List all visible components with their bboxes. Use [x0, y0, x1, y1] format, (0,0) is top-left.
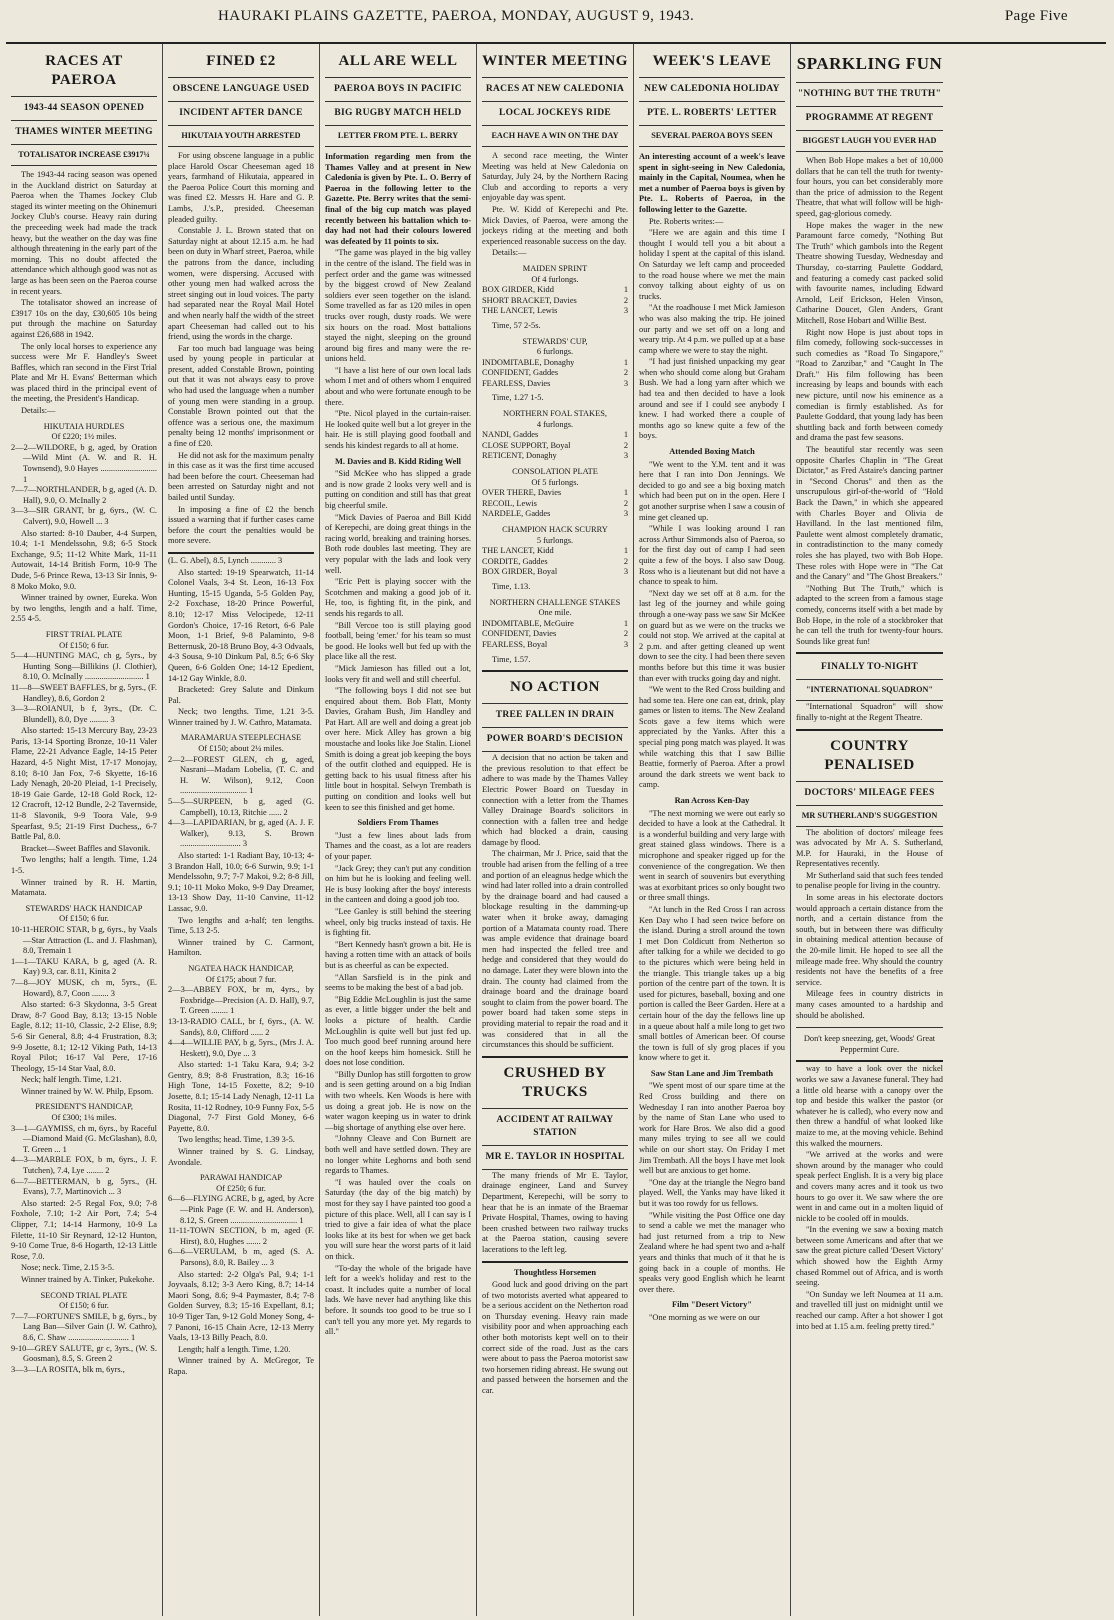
horse-jockey: NANDI, Gaddes [482, 430, 539, 440]
result-row [482, 296, 628, 307]
paragraph: "One day at the triangle the Negro band played. Well, the Yanks may have liked it but it was too rowdy for us fellows. [639, 1177, 785, 1208]
paragraph: "To-day the whole of the brigade have left for a week's holiday and rest to the coast. It includes quite a number of local lads. We have never had anything like this before. It sounds too good to be true so I can't tell you any more yet. My regards to all." [325, 1263, 471, 1337]
paragraph: Pte. Roberts writes:— [649, 216, 724, 226]
paragraph: A second race meeting, the Winter Meeting was held at New Caledonia on Saturday, July 24, by the Northern Racing Club and according to reports a very enjoyable day was spent. [482, 151, 628, 203]
placing: 3 [623, 451, 628, 461]
section-heading: Film "Desert Victory" [672, 1300, 752, 1310]
result-row [482, 451, 628, 462]
headline: SPARKLING FUN [796, 48, 943, 83]
paragraph: "The following boys I did not see but enquired about them. Bob Flatt, Monty Davies, Graham Bush, Jim Handley and Pat Hart. All are well and doing a great job over here. Mick Alley has grown a big moustache and looks like Joe Stalin. Lionel Smith is doing a great job keeping the boys of the outfit clothed and equipped. He is getting back to his usual fitness after his little bout in hospital. Selwyn Trembath is putting on condition and looks well but keen to see this finished and get home. [325, 686, 471, 812]
race-info: Of £250; 6 fur. [216, 1183, 266, 1193]
paragraph: "While visiting the Post Office one day to send a cable we met the manager who had just returned from a trip to New Zealand where he had spent two and a-half years and thinks that much of it that he is going back in a couple of months. He speaks very good English which he learnt over there. [639, 1210, 785, 1294]
winner-note: Winner trained by owner, Eureka. Won by two lengths, length and a half. Time, 2.55 4-5. [11, 593, 157, 624]
race-result: 4—3—MARBLE FOX, b m, 6yrs., J. F. Tutchen), 7.4, Lye ........ 2 [11, 1155, 157, 1176]
race-result: 7—8—JOY MUSK, ch m, 5yrs., (E. Howard), 8.7, Coon ........ 3 [11, 977, 157, 998]
paragraph: For using obscene language in a public place Harold Oscar Cheeseman aged 18 years, farmhand of Hikutaia, appeared in the Paeroa Police Court this morning and was fined £2. Messrs H. Hare and G. P. Lambs, J.'s.P., presided. Cheeseman pleaded guilty. [168, 151, 314, 224]
column-winter-meeting [477, 44, 634, 1616]
paragraph: "The next morning we were out early so decided to have a look at the Cathedral. It is a wonderful building and very large with great stained glass windows. There is a microphone and speaker rigged up for the convenience of the congregation. We then went in search of souvenirs but everything was at exorbitant prices so only bought two or three small things. [639, 808, 785, 903]
column-divider [796, 652, 943, 654]
newspaper-title: HAURAKI PLAINS GAZETTE, PAEROA, MONDAY, AUGUST 9, 1943. [218, 8, 695, 24]
race-name: MARAMARUA STEEPLECHASE [180, 733, 302, 743]
column-sparkling-fun [791, 44, 948, 1616]
paragraph: Right now Hope is just about tops in film comedy, following sock-successes in such comedies as "Road To Singapore," "Road to Zanzibar," and "Caught In The Draft." His film following has been increasing by leaps and bounds with each new picture, until now his eminence as a comedian is firmly established. As for Paulette Goddard, that young lady has been shuttling back and forth between comedy and drama the past few seasons. [796, 327, 943, 443]
also-started: Also started: 1-1 Taku Kara, 9.4; 3-2 Gentry, 8.9; 8-8 Frustration, 8.3; 16-16 High Tone, 14-15 Foxette, 8.2; 9-10 Josette, 8.1; 15-14 Lady Nenagh, 12-11 La Rosita, 11-12 Rodney, 10-9 Funny Fox, 5-5 Diagonal, 7-7 First Gold Money, 6-6 Payette, 8.0. [168, 1060, 314, 1133]
race-result: 1—1—TAKU KARA, b g, aged (A. R. Kay) 9.3, car. 8.11, Kinita 2 [11, 956, 157, 977]
race-result: 7—7—FORTUNE'S SMILE, b g, 6yrs., by Lang Ban—Silver Gain (J. W. Cathro), 8.6, C. Shaw ............................. 1 [11, 1311, 157, 1342]
subheading: OBSCENE LANGUAGE USED [168, 78, 314, 102]
race-name: FIRST TRIAL PLATE [45, 629, 123, 639]
section-heading: M. Davies and B. Kidd Riding Well [335, 456, 461, 466]
race-block [482, 409, 628, 462]
paragraph: "Just a few lines about lads from Thames and the coast, as a lot are readers of your paper. [325, 830, 471, 861]
lead-paragraph: An interesting account of a week's leave spent in sight-seeing in New Caledonia, mainly in the Capital, Noumea, when he met a number of Paeroa boys is given by Pte. L. Roberts of Paeroa, in the following letter to the Gazette. [639, 152, 785, 214]
paragraph: "At lunch in the Red Cross I ran across Ken Day who I had seen twice before on the island. During a stroll around the town I met Don Coldicutt from Netherton so after talking for a while we decided to go to the pictures which were being held in the triangle. This triangle takes up a big portion of the centre part of the town. It is used for pictures, baseball, boxing and one portion is called the Beer Garden. Here at a certain hour of the day the fellows line up in a queue about half a mile long to get two small bottles of American beer. Of course the town is full of sly grog places if you know where to get it. [639, 904, 785, 1063]
subheading: PTE. L. ROBERTS' LETTER [639, 102, 785, 126]
trainer-note: Winner trained by C. Carmont, Hamilton. [168, 937, 314, 958]
paragraph: The chairman, Mr J. Price, said that the trouble had arisen from the felling of a tree and portion of an eleagnus hedge which the wind had later rolled into a drain controlled by the drainage board and had caused a blockage resulting in the damming-up water when it broke away, damaging portion of a Matamata county road. There was ample evidence that drainage board men had inspected the felled tree and hedge and considered that they would do no damage. Later they were blown into the drain. The county had claimed from the drainage board and the drainage board sought to claim from the power board. The power board had taken some steps in providing material to repair the road and it was considered that in all the circumstances this should be sufficient. [482, 849, 628, 1050]
subheading: HIKUTAIA YOUTH ARRESTED [168, 126, 314, 147]
subheading: PROGRAMME AT REGENT [796, 107, 943, 131]
also-started: Also started: 6-3 Skydonna, 3-5 Great Draw, 8-7 Good Bay, 8.13; 13-15 Noble Eagle, 8.12; 11-10, Classic, 2-2 Elise, 8.9; 5-6 Sir General, 8.8; 4-4 Frustration, 8.3; 9-9 Josette, 8.1; 12-12 Viking Path, 14-13 Royal Pilot; 16-17 Val Pere, 17-16 Theology, 15-14 Star Vaal, 8.0. [11, 1000, 157, 1073]
placing: 2 [623, 556, 628, 566]
paragraph: Far too much bad language was being used by young people in particular at present, added Constable Brown, pointing out that it was not always easy to prove who had used the language when a number of young men were standing in a group. Constable Brown pointed out that the offence was a serious one, the maximum penalty being 12 months' imprisonment or a fine of £20. [168, 343, 314, 449]
race-result: 3—3—ROIANUI, b f, 3yrs., (Dr. C. Blundell), 8.0, Dye ......... 3 [11, 704, 157, 724]
race-info: Of £150; about 2¼ miles. [198, 744, 284, 754]
notice-heading: FINALLY TO-NIGHT [796, 656, 943, 680]
advertisement: Don't keep sneezing, get, Woods' Great Peppermint Cure. [803, 1034, 936, 1054]
placing: 2 [623, 368, 628, 378]
bracket-note: Bracketed: Grey Salute and Dinkum Pal. [168, 685, 314, 705]
paragraph: In some areas in his electorate doctors would approach a certain distance from the north, and a certain distance from the south, but in between there was difficulty in obtaining medical attention because of the 20-mile limit. He hoped to see all the mileage made free. Why should the country residents not have the benefits of a free service. [796, 893, 943, 987]
race-name: STEWARDS' CUP, [522, 336, 588, 346]
race-name: NORTHERN CHALLENGE STAKES [489, 597, 621, 607]
paragraph: "While I was looking around I ran across Arthur Simmonds also of Paeroa, so for the first day out of camp I had seen quite a few of the boys. I also saw Doug. Ross who is a lieutenant but did not have a chance to speak to him. [639, 524, 785, 587]
result-row [482, 441, 628, 452]
result-row [482, 379, 628, 390]
paragraph: "At the roadhouse I met Mick Jamieson who was also making the trip. He joined our party and we set off on a long and weary trip. At 4 p.m. we pulled up at a base camp where we were to stay the night. [639, 303, 785, 355]
paragraph: Details:— [492, 248, 527, 258]
race-result: 3—3—LA ROSITA, blk m, 6yrs., [11, 1364, 125, 1374]
race-name: CHAMPION HACK SCURRY [502, 525, 608, 534]
column-divider [482, 670, 628, 672]
paragraph: The beautiful star recently was seen opposite Charles Chaplin in "The Great Dictator," as Fred Astaire's dancing partner in "Second Chorus" and then as the unscrupulous girl-of-the-world of "Hold Back the Dawn," in which she appeared with Charles Boyer and Olivia de Havilland. In the last mentioned film, Paulette went almost completely dramatic, in contradistinction to the many comedy roles she has played, two with Bob Hope. These roles with Hope were in "The Cat and the Canary" and "The Ghost Breakers." [796, 445, 943, 582]
horse-jockey: CLOSE SUPPORT, Boyal [482, 440, 571, 450]
paragraph: "Johnny Cleave and Con Burnett are both well and have settled down. They are no longer white Leghorns and both send regards to Thames. [325, 1134, 471, 1176]
race-result: 9-10—GREY SALUTE, gr c, 3yrs., (W. S. Goosman), 8.5, S. Green 2 [11, 1343, 157, 1364]
result-row [482, 306, 628, 317]
race-result: 2—2—WILDORE, b g, aged, by Oration—Wild Mint (A. W. and R. H. Townsend), 9.0 Hayes ........................... 1 [11, 442, 157, 484]
race-time: Time, 1.57. [492, 654, 531, 664]
race-result: 7—7—NORTHLANDER, b g, aged (A. D. Hall), 9.0, O. McInally 2 [11, 485, 157, 505]
placing: 1 [623, 488, 628, 498]
subheading: "NOTHING BUT THE TRUTH" [796, 83, 943, 107]
race-time: Time, 1.13. [492, 581, 531, 591]
section-heading: Soldiers From Thames [357, 818, 439, 828]
also-started: Also started: 19-19 Spearwatch, 11-14 Colonel Vaals, 3-4 St. Leon, 16-13 Fox Hunting, 15-15 Uganda, 5-5 Golden Pay, 2-2 Foxchase, 18-20 Prince Powerful, 8.10; 12-17 Miss Velocipede, 12-11 Gordon's Choice, 17-16 Retort, 6-6 Pale Moon, 1-1 Brief, 9-8 Palaminto, 9-8 Betternusk, 20-18 Bruno Boy, 4-3 Odvaals, 4-3 Sousa, 9-10 Dinkum Pal, 8.5; 6-6 Sky Queen, 6-6 Golden One; 14-12 Epedient, 14-12 Gay Winkle, 8.0. [168, 567, 314, 683]
column-fined [163, 44, 320, 1616]
race-heading [11, 1102, 157, 1123]
paragraph: "I was hauled over the coals on Saturday (the day of the big match) by most for they say I have painted too good a picture of this place. Well, all I can say is I tried to give a fair idea of what the place looks like at its best for when we get back you will sure hear the worst parts of it laid on thick. [325, 1177, 471, 1261]
race-result: 5—4—HUNTING MAC, ch g, 5yrs., by Hunting Song—Billikins (J. Clothier), 8.10, O. McInally ............................ 1 [11, 651, 157, 682]
race-info: Of £175; about 7 fur. [205, 974, 277, 984]
also-started: Also started: 8-10 Dauber, 4-4 Surpen, 10.4; 1-1 Mendelssohn, 9.8; 6-5 Stock Exchange, 9.5; 11-12 White Mark, 11-11 Autowait, 14-14 British Form, 10-9 The Dude, 5-6 Prince Rewa, 13-13 Sir Innis, 9-8 Moko Moko, 9.0. [11, 528, 157, 591]
winner-note: Two lengths; half a length. Time, 1.24 1-5. [11, 855, 157, 875]
paragraph: When Bob Hope makes a bet of 10,000 dollars that he can tell the truth for twenty-four hours, you can bet considerably more than the price of admission to the Regent Theatre, that what will follow will be high-speed, gag-glorious comedy. [796, 156, 943, 218]
headline: WINTER MEETING [482, 48, 628, 78]
winner-note: Neck; two lengths. Time, 1.21 3-5. Winner trained by J. W. Cathro, Matamata. [168, 707, 314, 727]
race-name: STEWARDS' HACK HANDICAP [25, 903, 143, 913]
paragraph: In imposing a fine of £2 the bench issued a warning that if further cases came before the court the penalties would be more severe. [168, 504, 314, 546]
result-row [482, 567, 628, 578]
race-heading [11, 422, 157, 443]
horse-jockey: FEARLESS, Davies [482, 378, 551, 388]
subheading: THAMES WINTER MEETING [11, 121, 157, 145]
placing: 3 [623, 306, 628, 316]
race-heading [482, 467, 628, 488]
paragraph: "Here we are again and this time I thought I would tell you a bit about a holiday I spent at the capital of this island. On Saturday we left camp and proceeded to the road house where we met the main convoy talking about eighty of us on trucks. [639, 228, 785, 301]
article-columns [6, 42, 1106, 1616]
column-all-are-well [320, 44, 477, 1616]
subheading: TOTALISATOR INCREASE £3917¼ [11, 145, 157, 166]
race-info: Of 4 furlongs. [531, 274, 579, 284]
race-heading [482, 409, 628, 430]
paragraph: "Bill Vercoe too is still playing good football, being 'emer.' for his team so must be good. He looks well but fed up with the place like all the rest. [325, 620, 471, 662]
race-heading [11, 630, 157, 651]
race-result: 5—5—SURPEEN, b g, aged (G. Campbell), 10.13, Ritchie ...... 2 [168, 797, 314, 817]
horse-jockey: SHORT BRACKET, Davies [482, 295, 577, 305]
notice-subheading: "INTERNATIONAL SQUADRON" [796, 680, 943, 701]
race-heading [168, 733, 314, 754]
race-result: (L. G. Abel), 8.5, Lynch ............ 3 [168, 555, 283, 565]
winner-note: Length; half a length. Time, 1.20. [178, 1344, 291, 1354]
paragraph: "Big Eddie McLoughlin is just the same as ever, a little bigger under the belt and looks a picture of health. Cardie McLoughlin is quite well but just fed up. Too much good beef running around here on the hoof keeps him homesick. Still he does not lose condition. [325, 994, 471, 1068]
subheading: ACCIDENT AT RAILWAY STATION [482, 1109, 628, 1146]
paragraph: way to have a look over the nickel works we saw a Javanese funeral. They had a little old hearse with a canopy over the top and beside this walker the pastor (or whatever he is called), who every now and then threw a handful of what looked like maize to me, at the moving vehicle. Behind this walked the mourners. [796, 1064, 943, 1148]
paragraph: "We spent most of our spare time at the Red Cross building and there on Wednesday I ran into another Paeroa boy by the name of Stan Lane who used to work for Hare Bros. We also did a good many miles trying to see all we could while on our short stay. On Friday I met Jim Trembath. All the boys I have met look well but are anxious to get home. [639, 1081, 785, 1176]
result-row [482, 509, 628, 520]
race-heading [482, 337, 628, 358]
race-name: NORTHERN FOAL STAKES, [503, 409, 607, 419]
paragraph: "Mick Davies of Paeroa and Bill Kidd of Kerepechi, are doing great things in the racing world, breaking and training horses. Both rode doubles last meeting. They are very popular with the lads and look very well. [325, 512, 471, 575]
result-row [482, 368, 628, 379]
placing: 1 [623, 430, 628, 440]
paragraph: The totalisator showed an increase of £3917 10s on the day, £30,605 10s being put through the machine on Saturday against £26,688 in 1942. [11, 298, 157, 339]
headline: NO ACTION [482, 674, 628, 704]
paragraph: "I have a list here of our own local lads whom I met and of others whom I enquired about and who were fortunate enough to be there. [325, 365, 471, 407]
race-name: CONSOLATION PLATE [512, 467, 598, 477]
paragraph: "Jack Grey; they can't put any condition on him but he is looking and feeling well. He is busy looking after the boys' interests in the canteen and doing a good job too. [325, 863, 471, 905]
lead-paragraph: Information regarding men from the Thames Valley and at present in New Caledonia is given by Pte. L. O. Berry of Paeroa in the following letter to the Gazette. Pte. Berry writes that the semi-final of the big cup match was played recently between his battalion which to-day had not had their colours lowered was defeated by 11 points to six. [325, 152, 471, 246]
race-heading [11, 904, 157, 925]
placing: 2 [623, 498, 628, 508]
race-heading [168, 964, 314, 985]
race-time: Time, 57 2-5s. [492, 320, 541, 330]
paragraph: Hope makes the wager in the new Paramount farce comedy, "Nothing But The Truth" which gambols into the Regent Theatre showing Tuesday, Wednesday and Thursday, co-starring Paulette Goddard, and featuring a comedy cast packed solid with favourite names, including Edward Arnold, Leif Erickson, Helen Vinson, Catharine Doucet, Glen Anders, Grant Mitchell, Rose Hobart and Willie Best. [796, 220, 943, 325]
race-name: SECOND TRIAL PLATE [40, 1290, 128, 1300]
headline: RACES AT PAEROA [11, 48, 157, 97]
horse-jockey: FEARLESS, Boyal [482, 639, 548, 649]
subheading: PAEROA BOYS IN PACIFIC [325, 78, 471, 102]
headline: FINED £2 [168, 48, 314, 78]
result-row [482, 285, 628, 296]
horse-jockey: OVER THERE, Davies [482, 488, 562, 498]
result-row [482, 619, 628, 630]
paragraph: "Nothing But The Truth," which is adapted to the screen from a famous stage comedy, concerns itself with a bet made by Bob Hope, in the role of a stockbroker that he can tell the truth for twenty-four hours. Sounds like great fun! [796, 583, 943, 646]
race-result: 6—7—BETTERMAN, b g, 5yrs., (H. Evans), 7.7, Martinovich ... 3 [11, 1176, 157, 1197]
subheading: 1943-44 SEASON OPENED [11, 97, 157, 121]
placing: 2 [623, 440, 628, 450]
section-heading: Thoughtless Horsemen [513, 1267, 597, 1277]
race-result: 13-13-RADIO CALL, br f, 6yrs., (A. W. Sands), 8.0, Clifford ...... 2 [168, 1016, 314, 1037]
subheading: SEVERAL PAEROA BOYS SEEN [639, 126, 785, 147]
paragraph: Mileage fees in country districts in many cases amounted to a hardship and should be abolished. [796, 989, 943, 1020]
headline: COUNTRY PENALISED [796, 733, 943, 782]
subheading: DOCTORS' MILEAGE FEES [796, 782, 943, 806]
horse-jockey: CONFIDENT, Gaddes [482, 368, 559, 378]
horse-jockey: CONFIDENT, Davies [482, 629, 557, 639]
horse-jockey: THE LANCET, Kidd [482, 546, 554, 556]
paragraph: The many friends of Mr E. Taylor, drainage engineer, Land and Survey Department, Kerepechi, will be sorry to hear that he is an inmate of the Braemar Private Hospital, Thames, owing to having been crushed between two railway trucks at the Paeroa station, causing severe lacerations to the left leg. [482, 1170, 628, 1254]
paragraph: "The game was played in the big valley in the centre of the island. The field was in perfect order and the game was witnessed by the biggest crowd of New Zealand soldiers ever seen together on the island. Some travelled as far as 120 miles in open trucks over rough, dusty roads. We were six hours on the road. Most battalions stayed the night, sleeping on the ground around big fires and many were the re-unions held. [325, 248, 471, 364]
paragraph: The only local horses to experience any success were Mr F. Handley's Sweet Baffles, which ran second in the First Trial Plate and Mr H. Evans' Betterman which was placed third in the principal event of the meeting, the President's Handicap. [11, 341, 157, 404]
race-result: 4—3—LAPIDARIAN, br g, aged (A. J. F. Walker), 9.13, S. Brown ............................. 3 [168, 818, 314, 849]
race-result: 11—8—SWEET BAFFLES, br g, 5yrs., (F. Handley), 8.6, Gordon 2 [11, 682, 157, 703]
placing: 1 [623, 546, 628, 556]
also-started: Also started: 2-2 Olga's Pal, 9.4; 1-1 Joyvaals, 8.12; 3-3 Aero King, 8.7; 14-14 Maori Song, 8.6; 9-4 Paymaster, 8.4; 7-8 Golden Survey, 8.3; 15-16 Expellant, 8.1; 10-9 Tiger Tan, 9-12 Gold Money Song, 4-7 Panoni, 16-15 Chain Acre, 12-13 Merry Vaals, 13-13 Billy Peach, 8.0. [168, 1269, 314, 1343]
trainer-note: Winner trained by W. W. Philp, Epsom. [21, 1086, 154, 1096]
paragraph: "Next day we set off at 8 a.m. for the last leg of the journey and while going through a one-way pass we saw Sir McKee on guard but as we were on the trucks we could not stop. We arrived at the capital at 2 p.m. and after getting cleaned up went down to see the city. I had been there seven months before but this time it was busier than ever with trucks going day and night. [639, 588, 785, 683]
horse-jockey: RETICENT, Donaghy [482, 451, 557, 461]
subheading: INCIDENT AFTER DANCE [168, 102, 314, 126]
paragraph: "Allan Sarsfield is in the pink and seems to be making the best of a bad job. [325, 972, 471, 993]
subheading: MR E. TAYLOR IN HOSPITAL [482, 1146, 628, 1170]
race-info: Of £150; 6 fur. [59, 640, 109, 650]
race-name: HIKUTAIA HURDLES [43, 421, 125, 431]
headline: ALL ARE WELL [325, 48, 471, 78]
paragraph: The abolition of doctors' mileage fees was advocated by Mr A. S. Sutherland, M.P. for Hauraki, in the House of Representatives recently. [796, 827, 943, 869]
result-row [482, 640, 628, 651]
horse-jockey: CORDITE, Gaddes [482, 556, 548, 566]
race-heading [482, 264, 628, 285]
also-started: Also started: 2-5 Regal Fox, 9.0; 7-8 Foxhole, 7.10; 1-2 Air Port, 7.4; 5-4 Clipper, 7.1; 14-14 Harmony, 10-9 La Filette, 11-10 Sir Reynard, 12-12 Hunton, 9-10 Come True, 8-6 Hogarth, 12-13 Little Rose, 7.0. [11, 1198, 157, 1261]
horse-jockey: INDOMITABLE, Donaghy [482, 357, 575, 367]
section-heading: Saw Stan Lane and Jim Trembath [650, 1068, 774, 1078]
placing: 3 [623, 509, 628, 519]
paragraph: "On Sunday we left Noumea at 11 a.m. and travelled till just on midnight until we reached our camp. After a hot shower I got into bed at 1.15 a.m. feeling pretty tired." [796, 1289, 943, 1331]
race-block [482, 467, 628, 520]
paragraph: "We went to the Red Cross building and had some tea. Here one can eat, drink, play games or listen to items. The New Zealand Scots gave a few items which were appreciated by the Yanks. After this a special ping pong match was played. It was while watching this that I saw Billie Beattie, formerly of Paeroa. After a prowl around the dark streets we went back to camp. [639, 685, 785, 790]
race-block [482, 598, 628, 666]
section-heading: Attended Boxing Match [669, 447, 755, 457]
subheading: LETTER FROM PTE. L. BERRY [325, 126, 471, 147]
race-info: Of £220; 1½ miles. [51, 432, 117, 442]
subheading: NEW CALEDONIA HOLIDAY [639, 78, 785, 102]
horse-jockey: INDOMITABLE, McGuire [482, 618, 574, 628]
paragraph: "One morning as we were on our [649, 1312, 760, 1322]
race-name: MAIDEN SPRINT [522, 263, 588, 273]
race-block [482, 525, 628, 593]
race-result: 3—1—GAYMISS, ch m, 6yrs., by Raceful—Diamond Maid (G. McGlashan), 8.0, T. Green ... 1 [11, 1123, 157, 1154]
paragraph: "Pte. Nicol played in the curtain-raiser. He looked quite well but a lot greyer in the hair. He is still playing good football and sends his kindest regards to all at home. [325, 409, 471, 451]
bracket-note: Bracket—Sweet Baffles and Slavonik. [21, 843, 151, 853]
divider [796, 1027, 943, 1028]
subheading: BIG RUGBY MATCH HELD [325, 102, 471, 126]
race-result: 11-11-TOWN SECTION, b m, aged (F. Hirst), 8.0, Hughes ....... 2 [168, 1226, 314, 1246]
race-result: 6—6—VERULAM, b m, aged (S. A. Parsons), 8.0, R. Bailey ... 3 [168, 1247, 314, 1267]
trainer-note: Winner trained by R. H. Martin, Matamata. [11, 877, 157, 898]
placing: 3 [623, 378, 628, 388]
column-divider [796, 729, 943, 731]
paragraph: "Sid McKee who has slipped a grade and is now grade 2 looks very well and is putting on condition and still has that great big cheerful smile. [325, 469, 471, 510]
placing: 1 [623, 285, 628, 295]
race-info: Of £150; 6 fur. [59, 1301, 109, 1311]
subheading: TREE FALLEN IN DRAIN [482, 704, 628, 728]
page-number: Page Five [1004, 8, 1068, 24]
column-weeks-leave [634, 44, 791, 1616]
trainer-note: Winner trained by A. Tinker, Pukekohe. [21, 1274, 155, 1284]
race-result: 2—3—ABBEY FOX, br m, 4yrs., by Foxbridge—Precision (A. D. Hall), 9.7, T. Green ........ 1 [168, 985, 314, 1016]
race-info: Of £150; 6 fur. [59, 914, 109, 924]
subheading: RACES AT NEW CALEDONIA [482, 78, 628, 102]
horse-jockey: RECOIL, Lewis [482, 498, 537, 508]
horse-jockey: BOX GIRDER, Boyal [482, 567, 558, 577]
paragraph: He did not ask for the maximum penalty in this case as it was the first time accused had been before the court. Cheeseman had been arrested on Saturday night and not bailed until Sunday. [168, 450, 314, 502]
result-row [482, 499, 628, 510]
headline: CRUSHED BY TRUCKS [482, 1060, 628, 1109]
headline: WEEK'S LEAVE [639, 48, 785, 78]
section-heading: Ran Across Ken-Day [674, 796, 750, 806]
paragraph: "We arrived at the works and were shown around by the manager who could speak perfect English. It is a very big place and covers many acres and it took us two hours to go over it. We saw where the ore went in and came out in a molten liquid of nickle to be cooled off in moulds. [796, 1150, 943, 1223]
race-block [482, 264, 628, 332]
paragraph: "Lee Ganley is still behind the steering wheel, only big trucks instead of taxis. He is fighting fit. [325, 906, 471, 938]
subheading: EACH HAVE A WIN ON THE DAY [482, 126, 628, 147]
result-row [482, 430, 628, 441]
race-result: 6—6—FLYING ACRE, b g, aged, by Acre—Pink Page (F. W. and H. Anderson), 8.12, S. Green ................................ 1 [168, 1194, 314, 1225]
winner-note: Two lengths and a-half; ten lengths. Time, 5.13 2-5. [168, 915, 314, 936]
trainer-note: Winner trained by S. G. Lindsay, Avondale. [168, 1147, 314, 1167]
masthead [0, 0, 1114, 40]
subheading: BIGGEST LAUGH YOU EVER HAD [796, 131, 943, 152]
race-info: Of £300; 1¼ miles. [51, 1113, 117, 1123]
race-heading [168, 1173, 314, 1194]
paragraph: "International Squadron" will show finally to-night at the Regent Theatre. [796, 702, 943, 722]
result-row [482, 546, 628, 557]
race-result: 3—3—SIR GRANT, br g, 6yrs., (W. C. Calvert), 9.0, Howell ... 3 [11, 506, 157, 526]
race-result: 2—2—FOREST GLEN, ch g, aged, Nasrani—Madam Lobelia, (T. C. and H. W. Wilson), 9.12, Coon ................................ 1 [168, 754, 314, 796]
column-races-at-paeroa [6, 44, 163, 1616]
paragraph: A decision that no action be taken and the previous resolution to that effect be adhere to was made by the Thames Valley Electric Power Board on Tuesday in connection with a letter from the Thames Valley Drainage Board's solicitors in connection with a fallen tree and hedge which had blocked a drain, causing damage by flood. [482, 753, 628, 847]
paragraph: The 1943-44 racing season was opened in the Auckland district on Saturday at Paeroa when the Thames Jockey Club staged its winter meeting on the Ohinemuri Jockey Club's course. Heavy rain during the preceeding week had made the track heavy, but the weather on the day was fine although threatening in the early part of the morning. This no doubt affected the attendance which although good was not as large as has been seen on the Paeroa course in recent years. [11, 170, 157, 296]
paragraph: Good luck and good driving on the part of two motorists averted what appeared to be a serious accident on the Netherton road on Thursday evening. Heavy rain made visibility poor and when approaching each other both motorists kept well on to their correct side of the road. Just as the cars were about to pass the Paeroa motorist saw two horsemen riding abreast. He swung out and passed between the horsemen and the car. [482, 1280, 628, 1396]
race-info: 5 furlongs. [536, 535, 574, 545]
column-divider [482, 1056, 628, 1058]
column-divider [796, 1060, 943, 1062]
trainer-note: Winner trained by A. McGregor, Te Rapa. [168, 1356, 314, 1376]
winner-note: Neck; half length. Time, 1.21. [21, 1075, 122, 1085]
race-block [482, 337, 628, 405]
paragraph: Constable J. L. Brown stated that on Saturday night at about 12.15 a.m. he had been on duty in Wharf street, Paeroa, while the patrons from the dance, including women, were dispersing. Accused with other young men had walked across the street singing out in loud voices. The party had separated near the Royal Mail Hotel and when nearly half the width of the street apart Cheeseman had called out to his friend, using the words in the charge. [168, 226, 314, 342]
race-time: Time, 1.27 1-5. [492, 393, 544, 403]
subheading: MR SUTHERLAND'S SUGGESTION [796, 806, 943, 827]
race-name: PARAWAI HANDICAP [199, 1173, 283, 1183]
race-result: 4—4—WILLIE PAY, b g, 5yrs., (Mrs J. A. Heskett), 9.0, Dye ... 3 [168, 1038, 314, 1058]
result-row [482, 629, 628, 640]
winner-note: Nose; neck. Time, 2.15 3-5. [21, 1263, 115, 1273]
race-info: Of 5 furlongs. [531, 477, 579, 487]
subheading: POWER BOARD'S DECISION [482, 728, 628, 752]
race-heading [482, 525, 628, 546]
column-divider [482, 1261, 628, 1263]
horse-jockey: NARDELE, Gaddes [482, 509, 551, 519]
horse-jockey: THE LANCET, Lewis [482, 306, 558, 316]
paragraph: Details:— [21, 406, 56, 416]
placing: 1 [623, 618, 628, 628]
placing: 3 [623, 567, 628, 577]
race-info: One mile. [538, 608, 572, 618]
placing: 1 [623, 357, 628, 367]
placing: 2 [623, 295, 628, 305]
placing: 2 [623, 629, 628, 639]
placing: 3 [623, 639, 628, 649]
column-divider [168, 552, 314, 554]
paragraph: "I had just finished unpacking my gear when who should come along but Graham Bush. We had a long yarn after which we had tea and then decided to have a look around and see if I could see anybody I knew. I had worked there a couple of months ago so knew quite a few of the boys. [639, 357, 785, 441]
race-info: 6 furlongs. [536, 347, 574, 357]
paragraph: "Billy Dunlop has still forgotten to grow and is seen getting around on a big Indian with two wheels. Ken Woods is here with us doing a great job. He is now on the water wagon keeping us in water to drink—big shortage of anything else over here. [325, 1069, 471, 1132]
also-started: Also started: 15-13 Mercury Bay, 23-23 Paris, 13-14 Sporting Bronze, 10-11 Valer Flame, 22-21 Advance Eagle, 14-15 Peter Hazard, 4-5 Night Mist, 17-17 Monojay, 8.10; 8-10 Jan Fox, 7-6 Skyette, 16-16 Lady Nenagh, 20-20 Pleiad, 1-1 Precisely, 18-19 Gaie Garde, 12-18 Gold Rock, 12-12 Cracroft, 12-12 Bundle, 2-2 Tavernside, 11-8 Slavonik, 9-9 Toora Vale, 9-9 Spearfast, 9.5; 21-19 First Duchess,, 6-7 Battle Pal, 8.0. [11, 726, 157, 842]
paragraph: Pte. W. Kidd of Kerepechi and Pte. Mick Davies, of Paeroa, were among the jockeys riding at the meeting and both experienced reasonable success on the day. [482, 204, 628, 246]
race-info: 4 furlongs. [536, 419, 574, 429]
race-name: NGATEA HACK HANDICAP, [188, 963, 294, 973]
result-row [482, 358, 628, 369]
paragraph: "In the evening we saw a boxing match between some Americans and after that we saw the great picture called 'Desert Victory' which showed how the Eighth Army chased Rommel out of Africa, and is worth seeing. [796, 1225, 943, 1288]
paragraph: "We went to the Y.M. tent and it was here that I ran into Don Jennings. We decided to go and see a big boxing match which had been put on in the open. Here I got another surprise when I saw a cousin of mine get cleaned up. [639, 459, 785, 522]
also-started: Also started: 1-1 Radiant Bay, 10-13; 4-3 Brandon Hall, 10.0; 6-6 Surwin, 9.9; 1-1 Mendelssohn, 9.7; 7-7 Makoi, 9.2; 8-8 Jill, 9.1; 10-11 Moko Moko, 9-9 Day Dreamer, 13-13 Show Day, 11-10 Canvine, 11-12 Lassac, 9.0. [168, 851, 314, 913]
paragraph: "Mick Jamieson has filled out a lot, looks very fit and well and still cheerful. [325, 663, 471, 684]
race-heading [482, 598, 628, 619]
race-name: PRESIDENT'S HANDICAP, [35, 1102, 133, 1112]
paragraph: Mr Sutherland said that such fees tended to penalise people for living in the country. [796, 870, 943, 891]
result-row [482, 488, 628, 499]
paragraph: "Eric Pett is playing soccer with the Scotchmen and making a good job of it. He, too, is fighting fit, in the pink, and sends his regards to all. [325, 577, 471, 618]
subheading: LOCAL JOCKEYS RIDE [482, 102, 628, 126]
race-result: 10-11-HEROIC STAR, b g, 6yrs., by Vaals—Star Attraction (L. and J. Flashman), 8.0, Tremain 1 [11, 924, 157, 956]
result-row [482, 557, 628, 568]
race-heading [11, 1291, 157, 1312]
horse-jockey: BOX GIRDER, Kidd [482, 285, 554, 295]
paragraph: "Bert Kennedy hasn't grown a bit. He is having a rotten time with an attack of boils but is as cheerful as can be expected. [325, 939, 471, 970]
winner-note: Two lengths; head. Time, 1.39 3-5. [178, 1135, 295, 1145]
